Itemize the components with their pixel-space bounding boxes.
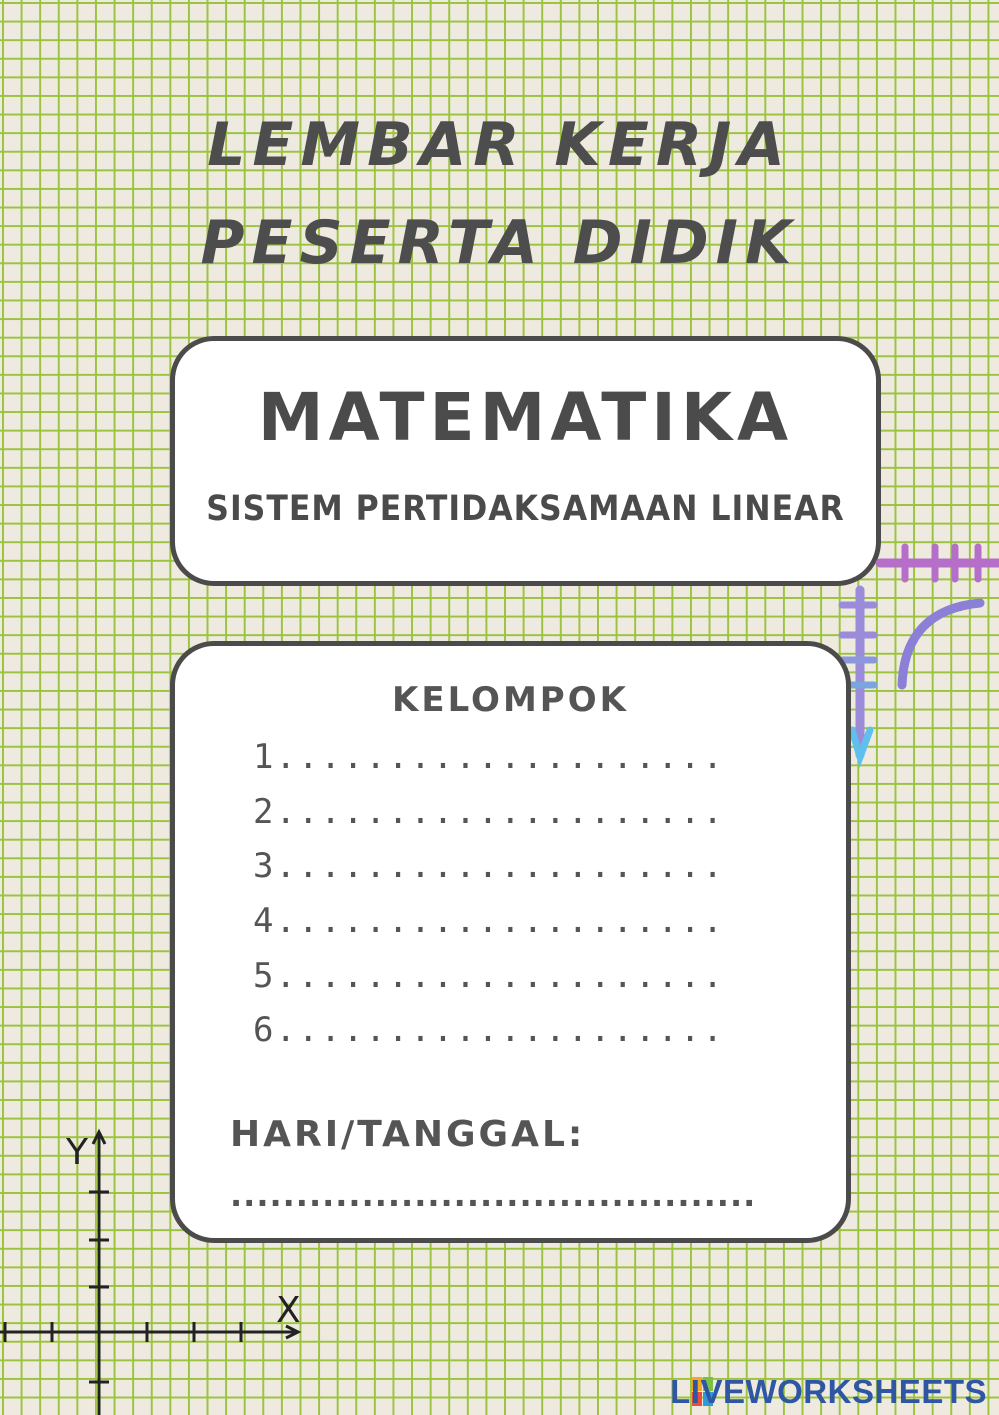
subject-title: MATEMATIKA — [257, 379, 794, 456]
member-line-1: 1.................... — [253, 737, 725, 777]
member-line-4: 4.................... — [253, 901, 725, 941]
group-heading: KELOMPOK — [392, 680, 629, 720]
date-label: HARI/TANGGAL: — [230, 1114, 586, 1155]
member-line-2: 2.................... — [253, 792, 725, 832]
member-line-3: 3.................... — [253, 846, 725, 886]
coordinate-axes-icon — [0, 1120, 320, 1415]
y-axis-label: Y — [66, 1132, 88, 1173]
date-blank-line: ........................................ — [230, 1176, 757, 1214]
subject-card — [170, 336, 881, 586]
fence-decoration-icon — [830, 535, 999, 770]
worksheet-title-line-2: PESERTA DIDIK — [200, 208, 799, 278]
member-line-5: 5.................... — [253, 956, 725, 996]
topic-subtitle: SISTEM PERTIDAKSAMAAN LINEAR — [206, 489, 845, 529]
x-axis-label: X — [276, 1290, 301, 1331]
brand-wordmark[interactable]: LIVEWORKSHEETS — [670, 1373, 987, 1410]
worksheet-title-line-1: LEMBAR KERJA — [207, 110, 792, 180]
member-line-6: 6.................... — [253, 1010, 725, 1050]
